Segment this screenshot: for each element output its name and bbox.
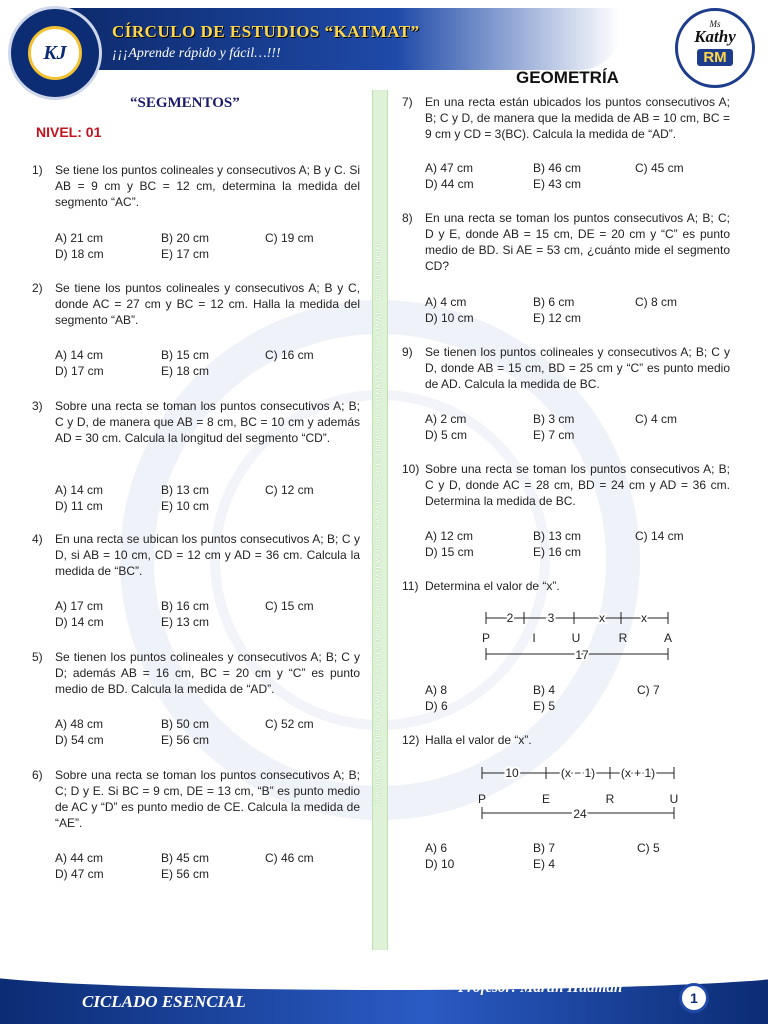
problem-text: En una recta están ubicados los puntos consecutivos A; B; C y D, de manera que la medida de AB = 10 cm, BC = 9 cm y CD = 3(BC). Calcula la medida de “AD”. [425,95,730,141]
header-subtitle: ¡¡¡Aprende rápido y fácil…!!! [112,46,281,61]
problem-number: 6) [32,768,43,782]
badge-course: RM [697,49,732,66]
option-b: B) 20 cm [161,231,210,245]
fig11-point-r: R [618,631,628,645]
problem-number: 11) [402,579,419,593]
option-e: E) 56 cm [161,867,210,881]
option-d: D) 44 cm [425,177,474,191]
option-e: E) 4 [533,857,556,871]
figure-11-segment [478,608,678,666]
option-c: C) 8 cm [635,295,677,309]
footer-course: CICLADO ESENCIAL [82,992,246,1011]
option-a: A) 21 cm [55,231,104,245]
problem-number: 8) [402,211,413,225]
option-a: A) 44 cm [55,851,104,865]
fig11-label-4: x [641,611,647,625]
problem-text: En una recta se toman los puntos consecutivos A; B; C; D y E, donde AB = 15 cm, DE = 20 cm y “C” es punto medio de BD. Si AE = 53 cm, ¿cuánto mide el segmento CD? [425,211,730,273]
footer-wave [0,950,768,990]
problem-number: 9) [402,345,413,359]
problem-number: 4) [32,532,43,546]
subject-title: GEOMETRÍA [516,68,619,87]
option-e: E) 17 cm [161,247,210,261]
option-d: D) 14 cm [55,615,104,629]
problem-text: Determina el valor de “x”. [425,579,560,593]
fig11-point-i: I [532,631,536,645]
fig12-label-3: (x + 1) [620,766,656,780]
option-b: B) 7 [533,841,556,855]
fig12-point-r: R [605,792,615,806]
problem-number: 1) [32,163,43,177]
option-a: A) 14 cm [55,483,104,497]
katmat-logo [8,6,102,100]
fig11-point-a: A [663,631,673,645]
topic-title: “SEGMENTOS” [130,95,240,111]
option-b: B) 13 cm [533,529,582,543]
problem-number: 5) [32,650,43,664]
option-e: E) 7 cm [533,428,575,442]
problem-number: 3) [32,399,43,413]
footer-teacher: Profesor: Martín Huamán [458,980,623,996]
option-c: C) 46 cm [265,851,314,865]
problem-4 [32,531,362,641]
option-b: B) 50 cm [161,717,210,731]
option-c: C) 7 [637,683,660,697]
problem-text: En una recta se ubican los puntos consecutivos A; B; C y D, si AB = 10 cm, CD = 12 cm y AD = 36 cm. Calcula la medida de “BC”. [55,532,360,578]
fig11-label-1: 2 [506,611,514,625]
option-e: E) 12 cm [533,311,582,325]
option-d: D) 15 cm [425,545,474,559]
problem-text: Se tiene los puntos colineales y consecutivos A; B y C, donde AC = 27 cm y BC = 12 cm. Halla la medida del segmento “AB”. [55,281,360,327]
problem-9 [402,344,732,454]
fig12-label-2: (x − 1) [560,766,596,780]
fig11-label-3: x [599,611,605,625]
header-title: CÍRCULO DE ESTUDIOS “KATMAT” [112,22,420,41]
page-number: 1 [679,983,709,1013]
option-b: B) 15 cm [161,348,210,362]
problem-text: Sobre una recta se toman los puntos consecutivos A; B; C y D, donde AC = 28 cm, BD = 24 cm y AD = 36 cm. Determina la medida de BC. [425,462,730,508]
author-badge [675,8,755,88]
option-a: A) 48 cm [55,717,104,731]
option-b: B) 3 cm [533,412,575,426]
option-e: E) 43 cm [533,177,582,191]
problem-number: 7) [402,95,413,109]
option-a: A) 6 [425,841,448,855]
problem-text: Sobre una recta se toman los puntos consecutivos A; B; C; D y E. Si BC = 9 cm, DE = 13 cm, “B” es punto medio de AC y “D” es punto medio de CE. Calcula la medida de “AE”. [55,768,360,830]
problem-6 [32,767,362,887]
problem-1 [32,162,362,272]
option-e: E) 18 cm [161,364,210,378]
option-d: D) 17 cm [55,364,104,378]
option-c: C) 4 cm [635,412,677,426]
option-d: D) 18 cm [55,247,104,261]
option-a: A) 2 cm [425,412,467,426]
fig12-point-e: E [541,792,551,806]
option-c: C) 14 cm [635,529,684,543]
logo-monogram: KJ [28,26,82,80]
option-e: E) 5 [533,699,556,713]
option-d: D) 10 [425,857,455,871]
problem-7 [402,94,732,204]
option-a: A) 12 cm [425,529,474,543]
option-b: B) 13 cm [161,483,210,497]
option-c: C) 12 cm [265,483,314,497]
problem-10 [402,461,732,571]
problem-number: 12) [402,733,420,747]
fig11-label-2: 3 [547,611,555,625]
option-b: B) 16 cm [161,599,210,613]
fig12-point-u: U [669,792,679,806]
option-c: C) 19 cm [265,231,314,245]
problem-8 [402,210,732,330]
divider-text: CÍRCULO MATEMÁTICO “ KATMAT” – CICLO ESENCIAL CÍRCULO MATEMÁTICO “ KATMAT” – CICLO ESENCIAL CÍRCULO MATEMÁTICO “ KATMAT” – CICLO ESENCIAL [375,241,383,806]
problem-number: 2) [32,281,43,295]
badge-name: Kathy [694,27,736,46]
option-b: B) 6 cm [533,295,575,309]
option-d: D) 10 cm [425,311,474,325]
level-label: NIVEL: 01 [36,124,102,140]
option-c: C) 15 cm [265,599,314,613]
option-e: E) 10 cm [161,499,210,513]
option-a: A) 8 [425,683,448,697]
fig11-point-u: U [571,631,581,645]
option-c: C) 45 cm [635,161,684,175]
fig12-total: 24 [573,807,587,821]
problem-text: Se tiene los puntos colineales y consecutivos A; B y C. Si AB = 9 cm y BC = 12 cm, determina la medida del segmento “AC”. [55,163,360,209]
option-e: E) 13 cm [161,615,210,629]
option-a: A) 14 cm [55,348,104,362]
problem-5 [32,649,362,759]
problem-number: 10) [402,462,420,476]
problem-text: Halla el valor de “x”. [425,733,532,747]
option-a: A) 47 cm [425,161,474,175]
fig11-total: 17 [575,648,589,662]
option-d: D) 47 cm [55,867,104,881]
figure-12-segment [474,763,684,825]
option-e: E) 16 cm [533,545,582,559]
option-c: C) 5 [637,841,660,855]
option-b: B) 4 [533,683,556,697]
option-a: A) 17 cm [55,599,104,613]
fig12-label-1: 10 [505,766,519,780]
option-e: E) 56 cm [161,733,210,747]
problem-2 [32,280,362,390]
option-c: C) 16 cm [265,348,314,362]
option-b: B) 45 cm [161,851,210,865]
option-c: C) 52 cm [265,717,314,731]
option-d: D) 11 cm [55,499,103,513]
fig11-point-p: P [481,631,491,645]
problem-text: Se tienen los puntos colineales y consecutivos A; B; C y D; además AB = 16 cm, BC = 20 cm y “C” es punto medio de BD. Calcula la medida de “AD”. [55,650,360,696]
option-d: D) 6 [425,699,448,713]
option-a: A) 4 cm [425,295,467,309]
fig12-point-p: P [477,792,487,806]
option-d: D) 5 cm [425,428,467,442]
problem-3 [32,398,362,518]
option-d: D) 54 cm [55,733,104,747]
problem-text: Se tienen los puntos colineales y consecutivos A; B; C y D, donde AB = 15 cm, BD = 25 cm y “C” es punto medio de AD. Calcula la medida de BC. [425,345,730,391]
column-divider [372,90,388,966]
problem-text: Sobre una recta se toman los puntos consecutivos A; B; C y D, de manera que AB = 8 cm, BC = 10 cm y además AD = 30 cm. Calcula la longitud del segmento “CD”. [55,399,360,445]
badge-prefix: Ms [709,19,721,29]
option-b: B) 46 cm [533,161,582,175]
